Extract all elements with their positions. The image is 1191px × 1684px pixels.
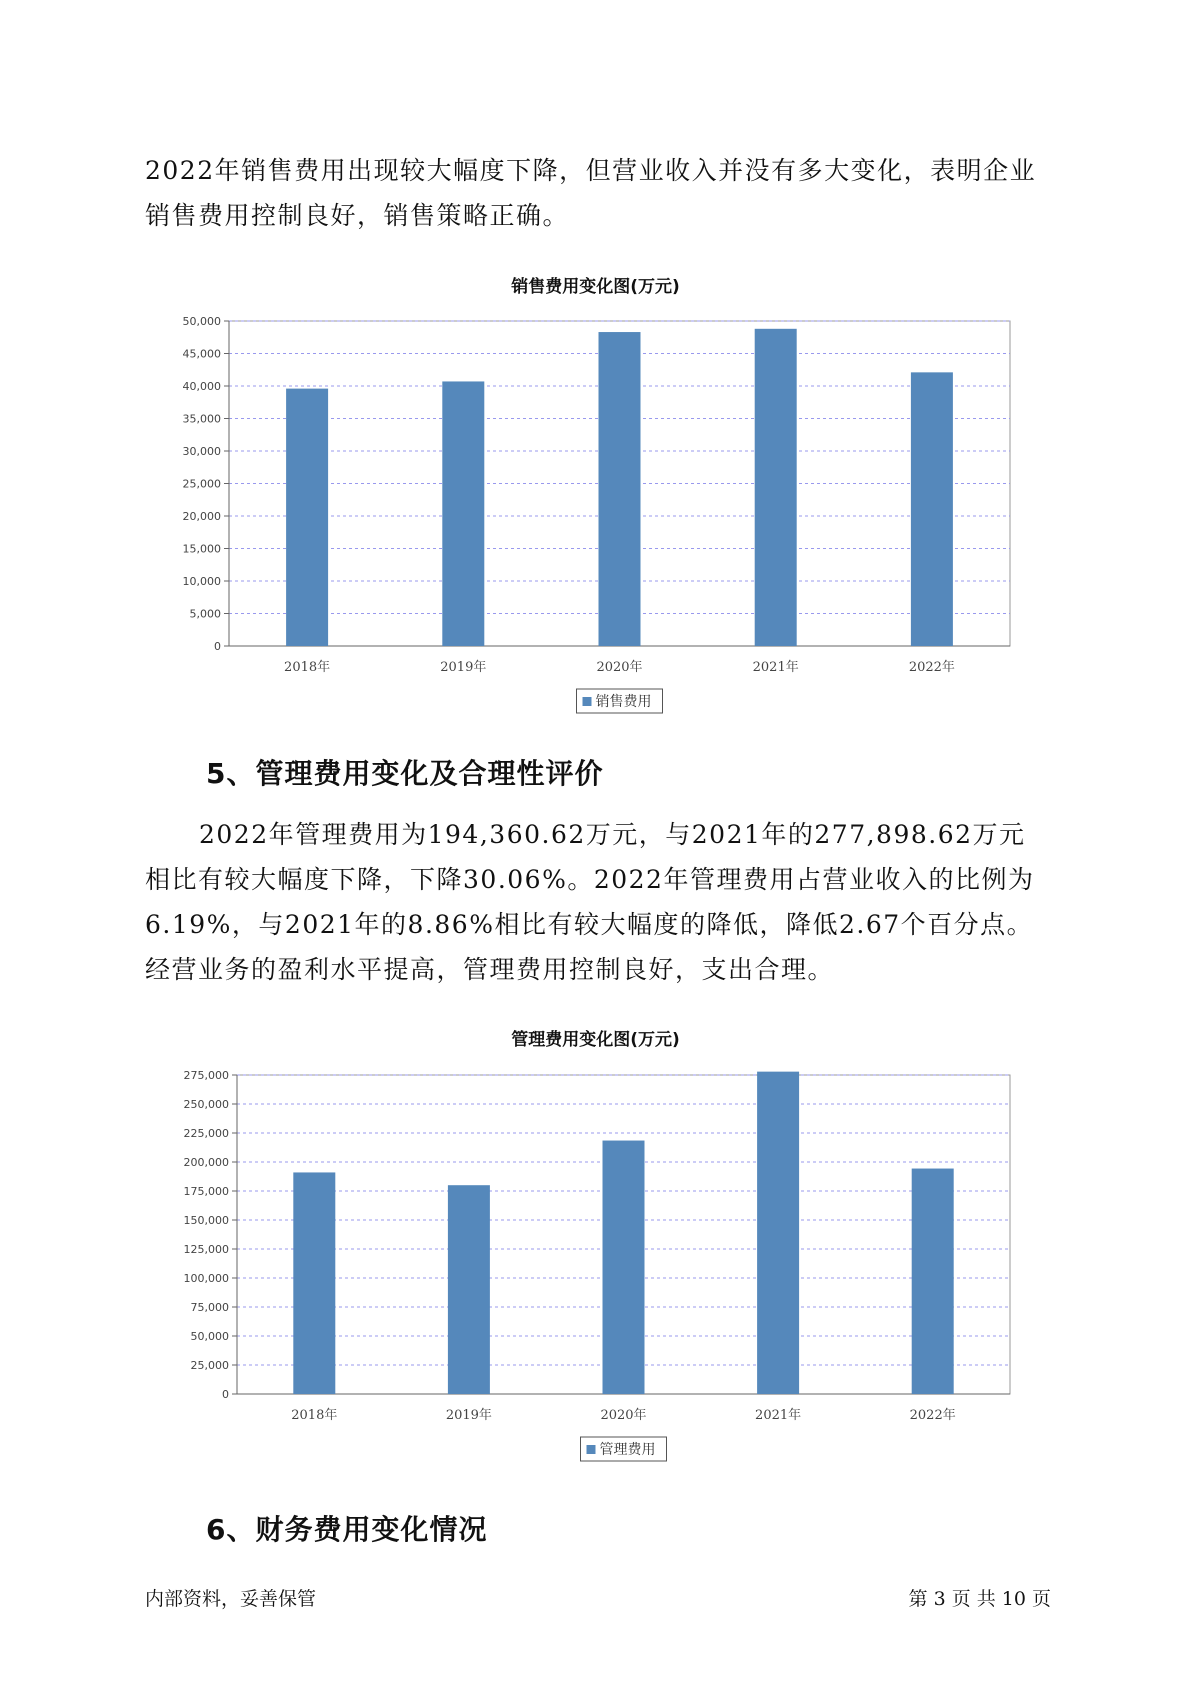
y-tick-label: 275,000 xyxy=(183,1069,229,1082)
y-tick-label: 175,000 xyxy=(183,1185,229,1198)
bar-2022年 xyxy=(912,1169,954,1394)
bar-2021年 xyxy=(757,1072,799,1394)
bar-2018年 xyxy=(286,389,328,646)
bar-2019年 xyxy=(448,1185,490,1394)
bar-2019年 xyxy=(442,381,484,646)
x-tick-label: 2018年 xyxy=(291,1408,338,1423)
legend-swatch xyxy=(583,697,592,706)
bar-2018年 xyxy=(293,1172,335,1394)
y-tick-label: 40,000 xyxy=(182,380,221,393)
y-tick-label: 0 xyxy=(214,640,221,653)
y-tick-label: 15,000 xyxy=(182,542,221,556)
x-tick-label: 2021年 xyxy=(755,1408,802,1423)
admin-expense-chart xyxy=(0,1055,1191,1475)
legend-label: 管理费用 xyxy=(599,1442,656,1458)
x-tick-label: 2022年 xyxy=(908,660,955,675)
x-tick-label: 2022年 xyxy=(909,1408,956,1423)
x-tick-label: 2018年 xyxy=(284,660,331,675)
y-tick-label: 75,000 xyxy=(190,1301,229,1314)
legend-label: 销售费用 xyxy=(595,694,652,710)
y-tick-label: 10,000 xyxy=(182,575,221,588)
chart1-title: 销售费用变化图(万元) xyxy=(511,277,680,297)
bar-2020年 xyxy=(599,332,641,646)
section5-paragraph: 2022年管理费用为194,360.62万元，与2021年的277,898.62万元相比有较大幅度下降，下降30.06%。2022年管理费用占营业收入的比例为6.19%，与2021年的8.86%相比有较大幅度的降低，降低2.67个百分点。经营业务的盈利水平提高，管理费用控制良好，支出合理。 xyxy=(145,820,1035,984)
intro-paragraph: 2022年销售费用出现较大幅度下降，但营业收入并没有多大变化，表明企业销售费用控制良好，销售策略正确。 xyxy=(145,156,1037,230)
y-tick-label: 200,000 xyxy=(183,1156,229,1169)
y-tick-label: 35,000 xyxy=(182,412,221,426)
sales-expense-chart xyxy=(0,300,1191,720)
bar-2020年 xyxy=(603,1141,645,1394)
y-tick-label: 100,000 xyxy=(183,1272,229,1285)
section5-heading: 5、管理费用变化及合理性评价 xyxy=(206,757,604,790)
x-tick-label: 2019年 xyxy=(445,1408,492,1423)
y-tick-label: 45,000 xyxy=(182,347,221,361)
y-tick-label: 0 xyxy=(222,1388,229,1401)
footer-confidential: 内部资料，妥善保管 xyxy=(145,1588,317,1610)
y-tick-label: 150,000 xyxy=(183,1214,229,1227)
legend-swatch xyxy=(587,1445,596,1454)
y-tick-label: 5,000 xyxy=(189,607,221,621)
y-tick-label: 250,000 xyxy=(183,1098,229,1111)
x-tick-label: 2020年 xyxy=(600,1408,647,1423)
chart2-title: 管理费用变化图(万元) xyxy=(511,1030,680,1050)
bar-2022年 xyxy=(911,372,953,646)
y-tick-label: 20,000 xyxy=(182,510,221,523)
x-tick-label: 2019年 xyxy=(440,660,487,675)
section6-heading: 6、财务费用变化情况 xyxy=(206,1513,488,1546)
y-tick-label: 50,000 xyxy=(190,1330,229,1343)
y-tick-label: 30,000 xyxy=(182,445,221,458)
footer-page-number: 第 3 页 共 10 页 xyxy=(908,1588,1051,1610)
y-tick-label: 225,000 xyxy=(183,1127,229,1140)
y-tick-label: 25,000 xyxy=(182,477,221,491)
y-tick-label: 50,000 xyxy=(182,315,221,328)
y-tick-label: 125,000 xyxy=(183,1243,229,1256)
x-tick-label: 2020年 xyxy=(596,660,643,675)
y-tick-label: 25,000 xyxy=(190,1359,229,1372)
x-tick-label: 2021年 xyxy=(752,660,799,675)
bar-2021年 xyxy=(755,329,797,646)
